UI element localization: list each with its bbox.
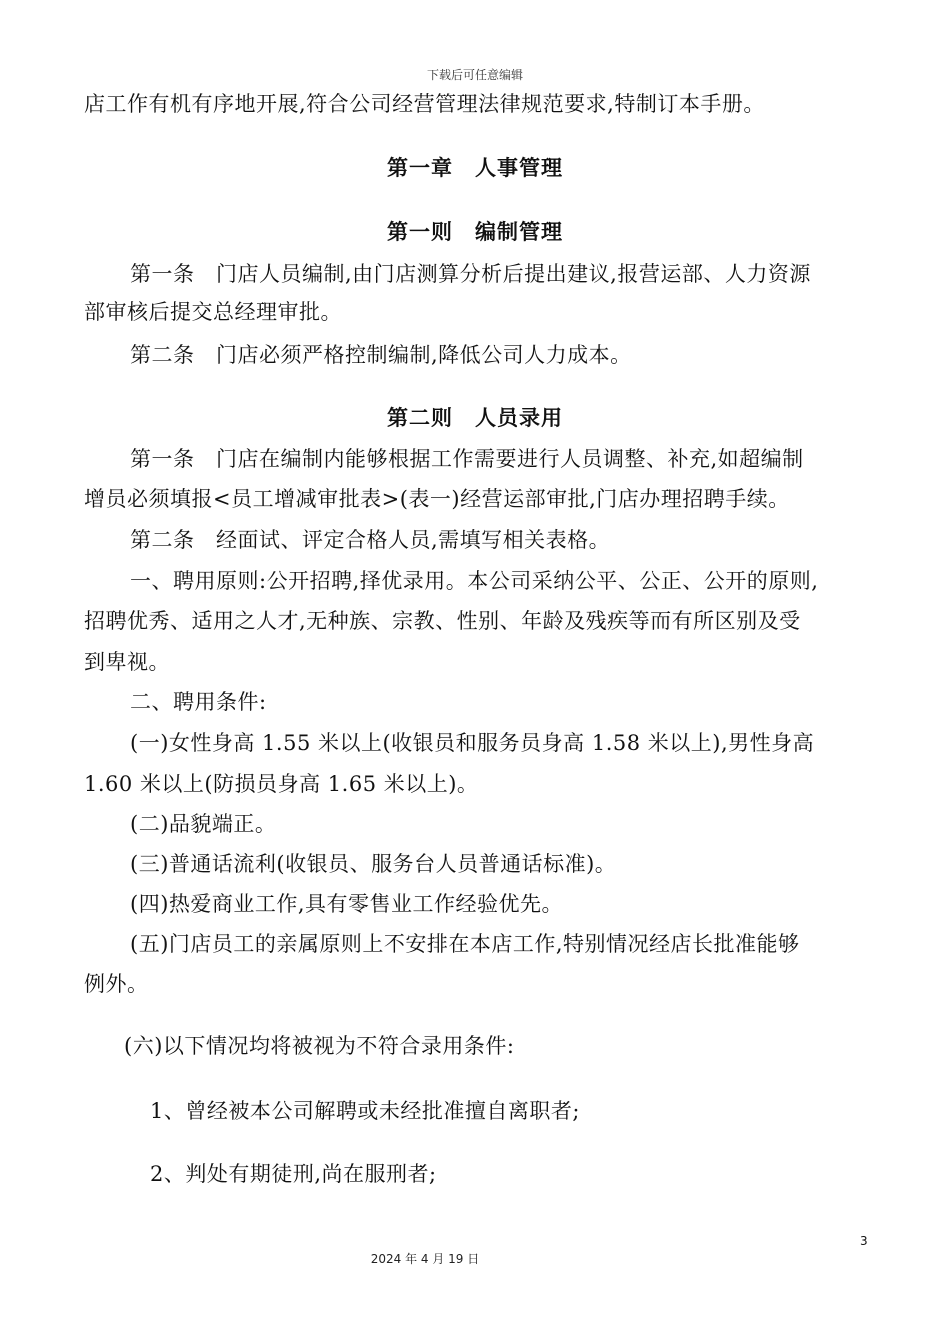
hiring-principle-line-3: 到卑视。: [84, 650, 170, 674]
condition-5-line-2: 例外。: [84, 972, 149, 996]
page-number: 3: [860, 1234, 868, 1248]
condition-4: (四)热爱商业工作,具有零售业工作经验优先。: [130, 892, 564, 916]
footer-date: 2024 年 4 月 19 日: [370, 1252, 480, 1266]
staffing-article-2: 第二条 门店必须严格控制编制,降低公司人力成本。: [130, 343, 632, 367]
hiring-conditions-title: 二、聘用条件:: [130, 690, 267, 714]
intro-paragraph-tail: 店工作有机有序地开展,符合公司经营管理法律规范要求,特制订本手册。: [84, 92, 765, 116]
condition-3: (三)普通话流利(收银员、服务台人员普通话标准)。: [130, 852, 617, 876]
section-title-recruitment: 第二则 人员录用: [387, 406, 563, 430]
hiring-principle-line-2: 招聘优秀、适用之人才,无种族、宗教、性别、年龄及残疾等而有所区别及受: [84, 609, 801, 633]
hiring-principle-line-1: 一、聘用原则:公开招聘,择优录用。本公司采纳公平、公正、公开的原则,: [130, 569, 819, 593]
staffing-article-1-line-2: 部审核后提交总经理审批。: [84, 300, 342, 324]
recruitment-article-1-line-2: 增员必须填报<员工增减审批表>(表一)经营运部审批,门店办理招聘手续。: [84, 487, 790, 511]
chapter-title: 第一章 人事管理: [387, 156, 563, 180]
condition-2: (二)品貌端正。: [130, 812, 277, 836]
condition-1-line-1: (一)女性身高 1.55 米以上(收银员和服务员身高 1.58 米以上),男性身高: [130, 731, 815, 755]
page-header-note: 下载后可任意编辑: [426, 68, 523, 82]
condition-5-line-1: (五)门店员工的亲属原则上不安排在本店工作,特别情况经店长批准能够: [130, 932, 800, 956]
disqualification-item-2: 2、判处有期徒刑,尚在服刑者;: [150, 1162, 437, 1186]
recruitment-article-1-line-1: 第一条 门店在编制内能够根据工作需要进行人员调整、补充,如超编制: [130, 447, 804, 471]
condition-6: (六)以下情况均将被视为不符合录用条件:: [124, 1034, 515, 1058]
disqualification-item-1: 1、曾经被本公司解聘或未经批准擅自离职者;: [150, 1099, 580, 1123]
condition-1-line-2: 1.60 米以上(防损员身高 1.65 米以上)。: [84, 772, 479, 796]
staffing-article-1-line-1: 第一条 门店人员编制,由门店测算分析后提出建议,报营运部、人力资源: [130, 262, 811, 286]
recruitment-article-2: 第二条 经面试、评定合格人员,需填写相关表格。: [130, 528, 611, 552]
section-title-staffing: 第一则 编制管理: [387, 220, 563, 244]
